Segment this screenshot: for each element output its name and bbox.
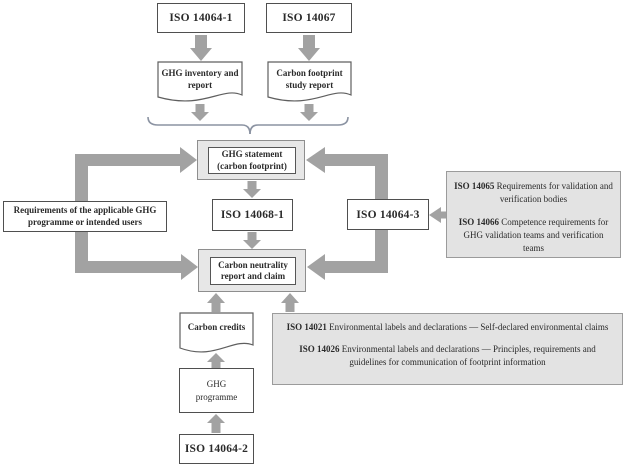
node-iso-14064-1: ISO 14064-1 bbox=[157, 3, 245, 33]
brace-right-half bbox=[250, 117, 348, 134]
iso-14026-code: ISO 14026 bbox=[299, 343, 340, 354]
iso-14066-text: Competence requirements for GHG validation teams and verification teams bbox=[463, 217, 609, 253]
arrow-requirements-to-statement bbox=[75, 147, 197, 201]
node-iso-14067: ISO 14067 bbox=[266, 3, 352, 33]
node-ghg-statement bbox=[197, 140, 305, 180]
arrow-validation-box-to-iso14064-3 bbox=[429, 207, 446, 223]
iso-14065-code: ISO 14065 bbox=[454, 181, 495, 191]
arrow-iso14068-1-to-neutrality bbox=[243, 232, 261, 249]
info-iso-14021 bbox=[282, 321, 613, 335]
node-iso-14064-2: ISO 14064-2 bbox=[179, 434, 254, 464]
iso-14065-text: Requirements for validation and verification bodies bbox=[496, 181, 613, 204]
arrow-inventory-to-brace bbox=[191, 104, 209, 121]
iso-14021-code: ISO 14021 bbox=[286, 322, 327, 332]
document-ghg-inventory-label: GHG inventory and report bbox=[161, 68, 239, 90]
node-iso-14064-3: ISO 14064-3 bbox=[347, 199, 429, 230]
node-requirements: Requirements of the applicable GHG programme or intended users bbox=[3, 201, 167, 232]
info-iso-14065 bbox=[453, 180, 614, 206]
node-ghg-programme bbox=[179, 368, 254, 413]
info-box-validation bbox=[446, 171, 621, 258]
iso-14066-code: ISO 14066 bbox=[458, 217, 500, 227]
info-iso-14026 bbox=[282, 343, 613, 370]
arrow-requirements-to-neutrality bbox=[75, 232, 198, 280]
arrow-programme-to-credits bbox=[207, 353, 225, 369]
node-carbon-neutrality bbox=[198, 249, 306, 292]
node-carbon-neutrality-inner: Carbon neutrality report and claim bbox=[210, 257, 296, 285]
arrow-statement-to-iso14068-1 bbox=[243, 181, 261, 198]
arrow-iso14064-2-to-programme bbox=[207, 414, 225, 433]
iso-14026-text: Environmental labels and declarations — Principles, requirements and guidelines for communication of footprint information bbox=[341, 343, 596, 367]
arrow-iso14067-to-study-report bbox=[298, 35, 320, 61]
node-ghg-statement-inner: GHG statement (carbon footprint) bbox=[208, 147, 296, 174]
iso-14021-text: Environmental labels and declarations — Self-declared environmental claims bbox=[329, 322, 609, 332]
document-carbon-footprint-study-label: Carbon footprint study report bbox=[276, 68, 343, 90]
arrow-labels-box-to-neutrality bbox=[281, 293, 299, 312]
arrow-study-report-to-brace bbox=[300, 104, 318, 121]
node-iso-14068-1: ISO 14068-1 bbox=[212, 199, 293, 231]
arrow-credits-to-neutrality bbox=[207, 293, 225, 312]
info-box-labels-declarations bbox=[272, 313, 623, 385]
document-carbon-credits-label: Carbon credits bbox=[187, 322, 246, 332]
node-ghg-programme-label: GHG programme bbox=[195, 378, 238, 402]
arrow-iso14064-1-to-inventory bbox=[190, 35, 212, 61]
info-iso-14066 bbox=[453, 216, 614, 255]
